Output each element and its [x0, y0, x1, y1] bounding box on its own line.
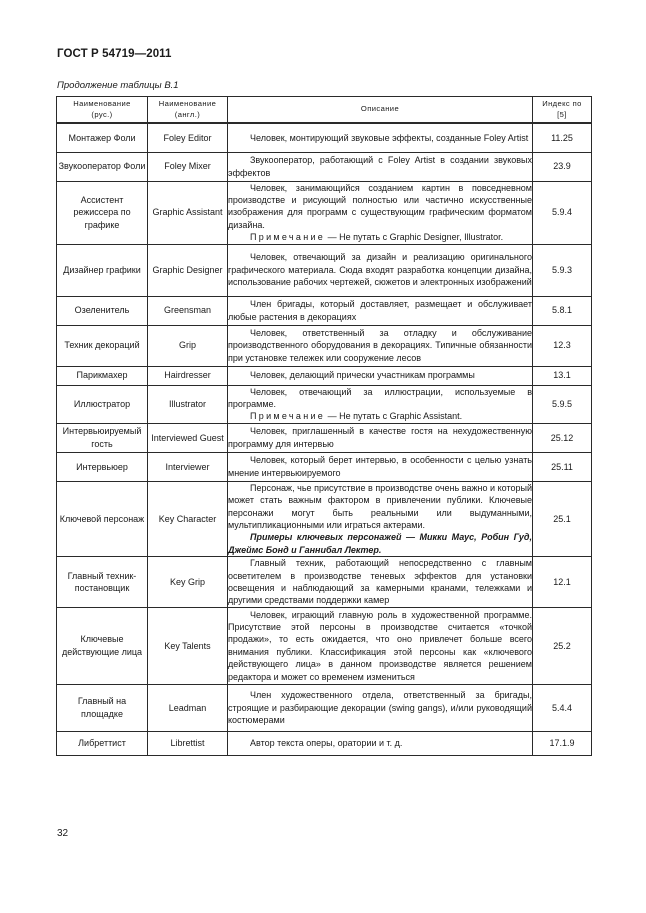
- description-paragraph: Человек, делающий прически участникам программы: [250, 370, 475, 381]
- cell-description: [228, 452, 533, 481]
- description-note: [228, 410, 532, 422]
- description-example: Примеры ключевых персонажей — Микки Маус, Робин Гуд, Джеймс Бонд и Ганнибал Лектер.: [228, 532, 532, 555]
- cell-index: 12.1: [533, 557, 592, 608]
- description-paragraph: Персонаж, чье присутствие в производстве очень важно и который может стать важным фактором в привлечении публики. Ключевые персонажи могут быть реальными или выдуманными, мультипликационными или играться актерами.: [228, 482, 532, 530]
- table-row: [57, 325, 592, 366]
- cell-name-en: Librettist: [148, 731, 228, 755]
- header-en-line2: (англ.): [174, 109, 201, 119]
- cell-index: 5.8.1: [533, 296, 592, 325]
- description-paragraph: Человек, отвечающий за дизайн и реализацию оригинального графического материала. Сюда входят разработка концепции дизайна, использование рабочих чертежей, сюжетов и электронных изображений: [228, 252, 532, 288]
- cell-description: [228, 557, 533, 608]
- table-row: [57, 244, 592, 296]
- table-row: [57, 731, 592, 755]
- cell-description: [228, 607, 533, 684]
- cell-description: [228, 423, 533, 452]
- cell-name-ru: Интервьюер: [57, 452, 148, 481]
- cell-name-ru: Главный на площадке: [57, 684, 148, 731]
- table-row: [57, 452, 592, 481]
- cell-name-en: Graphic Assistant: [148, 181, 228, 244]
- cell-name-ru: Ключевые действующие лица: [57, 607, 148, 684]
- cell-name-ru: Ассистент режиссера по графике: [57, 181, 148, 244]
- cell-name-en: Key Talents: [148, 607, 228, 684]
- cell-name-en: Leadman: [148, 684, 228, 731]
- table-row: [57, 366, 592, 385]
- description-paragraph: Человек, играющий главную роль в художественной программе. Присутствие этой персоны в производстве считается «точкой продажи», то есть ожидается, что оно привлечет больше всего внимания публики. Классификация этой персоны как «ключевого действующего лица» в данном производстве является решением редактора и может со временем измениться: [228, 609, 532, 682]
- description-paragraph: Человек, отвечающий за иллюстрации, используемые в программе.: [228, 386, 532, 409]
- cell-index: 5.9.5: [533, 385, 592, 423]
- header-idx: [533, 97, 592, 124]
- table-row: [57, 123, 592, 152]
- description-paragraph: Звукооператор, работающий с Foley Artist в создании звуковых эффектов: [228, 155, 532, 178]
- cell-name-ru: Интервьюируемый гость: [57, 423, 148, 452]
- table-row: [57, 684, 592, 731]
- header-ru-line2: (рус.): [91, 109, 113, 119]
- table-row: [57, 181, 592, 244]
- cell-description: [228, 296, 533, 325]
- table-row: [57, 423, 592, 452]
- description-paragraph: Член бригады, который доставляет, размещает и обслуживает любые растения в декорациях: [228, 299, 532, 322]
- cell-name-ru: Главный техник-постановщик: [57, 557, 148, 608]
- table-body: [57, 123, 592, 755]
- cell-name-en: Foley Editor: [148, 123, 228, 152]
- table-row: [57, 385, 592, 423]
- cell-index: 25.12: [533, 423, 592, 452]
- cell-name-ru: Либреттист: [57, 731, 148, 755]
- note-label: Примечание: [250, 411, 326, 422]
- cell-description: [228, 123, 533, 152]
- cell-name-ru: Техник декораций: [57, 325, 148, 366]
- cell-description: [228, 152, 533, 181]
- cell-index: 5.9.3: [533, 244, 592, 296]
- header-idx-line2: [5]: [557, 109, 567, 119]
- cell-description: [228, 325, 533, 366]
- cell-name-ru: Звукооператор Фоли: [57, 152, 148, 181]
- table-caption: Продолжение таблицы В.1: [57, 80, 179, 91]
- cell-index: 25.11: [533, 452, 592, 481]
- cell-name-en: Key Character: [148, 481, 228, 556]
- cell-name-ru: Иллюстратор: [57, 385, 148, 423]
- description-paragraph: Автор текста оперы, оратории и т. д.: [250, 738, 403, 749]
- cell-name-ru: Ключевой персонаж: [57, 481, 148, 556]
- cell-description: [228, 481, 533, 556]
- cell-name-en: Graphic Designer: [148, 244, 228, 296]
- note-label: Примечание: [250, 232, 326, 243]
- cell-name-ru: Парикмахер: [57, 366, 148, 385]
- note-text: — Не путать с Graphic Assistant.: [325, 411, 463, 422]
- cell-description: [228, 385, 533, 423]
- cell-name-en: Hairdresser: [148, 366, 228, 385]
- header-en: [148, 97, 228, 124]
- header-en-line1: Наименование: [158, 99, 217, 108]
- cell-name-en: Foley Mixer: [148, 152, 228, 181]
- description-note: [228, 231, 532, 243]
- roles-table: [56, 96, 592, 756]
- cell-index: 17.1.9: [533, 731, 592, 755]
- header-ru: [57, 97, 148, 124]
- cell-description: [228, 244, 533, 296]
- description-paragraph: Главный техник, работающий непосредственно с главным осветителем в производстве теневых эффектов для установки освещения и наблюдающий за камерными кранами, тележками и другими средствами поддержки камер: [228, 558, 532, 606]
- table-row: [57, 296, 592, 325]
- table-row: [57, 557, 592, 608]
- cell-description: [228, 684, 533, 731]
- table-row: [57, 152, 592, 181]
- cell-index: 25.2: [533, 607, 592, 684]
- document-code: ГОСТ Р 54719—2011: [57, 48, 172, 60]
- table-header-row: [57, 97, 592, 124]
- note-text: — Не путать с Graphic Designer, Illustrator.: [325, 232, 504, 243]
- header-idx-line1: Индекс по: [542, 99, 582, 108]
- description-paragraph: Человек, который берет интервью, в особенности с целью узнать мнение интервьюируемого: [228, 455, 532, 478]
- cell-name-en: Interviewed Guest: [148, 423, 228, 452]
- cell-index: 5.9.4: [533, 181, 592, 244]
- cell-index: 25.1: [533, 481, 592, 556]
- header-ru-line1: Наименование: [73, 99, 131, 108]
- description-paragraph: Человек, монтирующий звуковые эффекты, созданные Foley Artist: [250, 132, 529, 143]
- cell-index: 23.9: [533, 152, 592, 181]
- description-paragraph: Человек, приглашенный в качестве гостя на нехудожественную программу для интервью: [228, 426, 532, 449]
- header-desc: Описание: [228, 97, 533, 124]
- cell-name-en: Key Grip: [148, 557, 228, 608]
- table-row: [57, 607, 592, 684]
- cell-description: [228, 731, 533, 755]
- cell-name-en: Grip: [148, 325, 228, 366]
- description-paragraph: Человек, ответственный за отладку и обслуживание производственного оборудования в декорациях. Типичные обязанности при установке тележек или сооружение лесов: [228, 327, 532, 363]
- cell-index: 11.25: [533, 123, 592, 152]
- cell-index: 12.3: [533, 325, 592, 366]
- description-paragraph: Человек, занимающийся созданием картин в повседневном производстве и рисующий полностью или частично искусственные изображения для программ с существующим графическим форматом дизайна.: [228, 182, 532, 230]
- cell-name-ru: Дизайнер графики: [57, 244, 148, 296]
- cell-name-ru: Озеленитель: [57, 296, 148, 325]
- page-number: 32: [57, 828, 69, 839]
- cell-name-en: Interviewer: [148, 452, 228, 481]
- table-row: [57, 481, 592, 556]
- cell-name-en: Greensman: [148, 296, 228, 325]
- cell-index: 5.4.4: [533, 684, 592, 731]
- cell-index: 13.1: [533, 366, 592, 385]
- cell-name-ru: Монтажер Фоли: [57, 123, 148, 152]
- cell-name-en: Illustrator: [148, 385, 228, 423]
- cell-description: [228, 181, 533, 244]
- description-paragraph: Член художественного отдела, ответственный за бригады, строящие и разбирающие декорации (swing gangs), и/или руководящий костюмерами: [228, 690, 532, 726]
- cell-description: [228, 366, 533, 385]
